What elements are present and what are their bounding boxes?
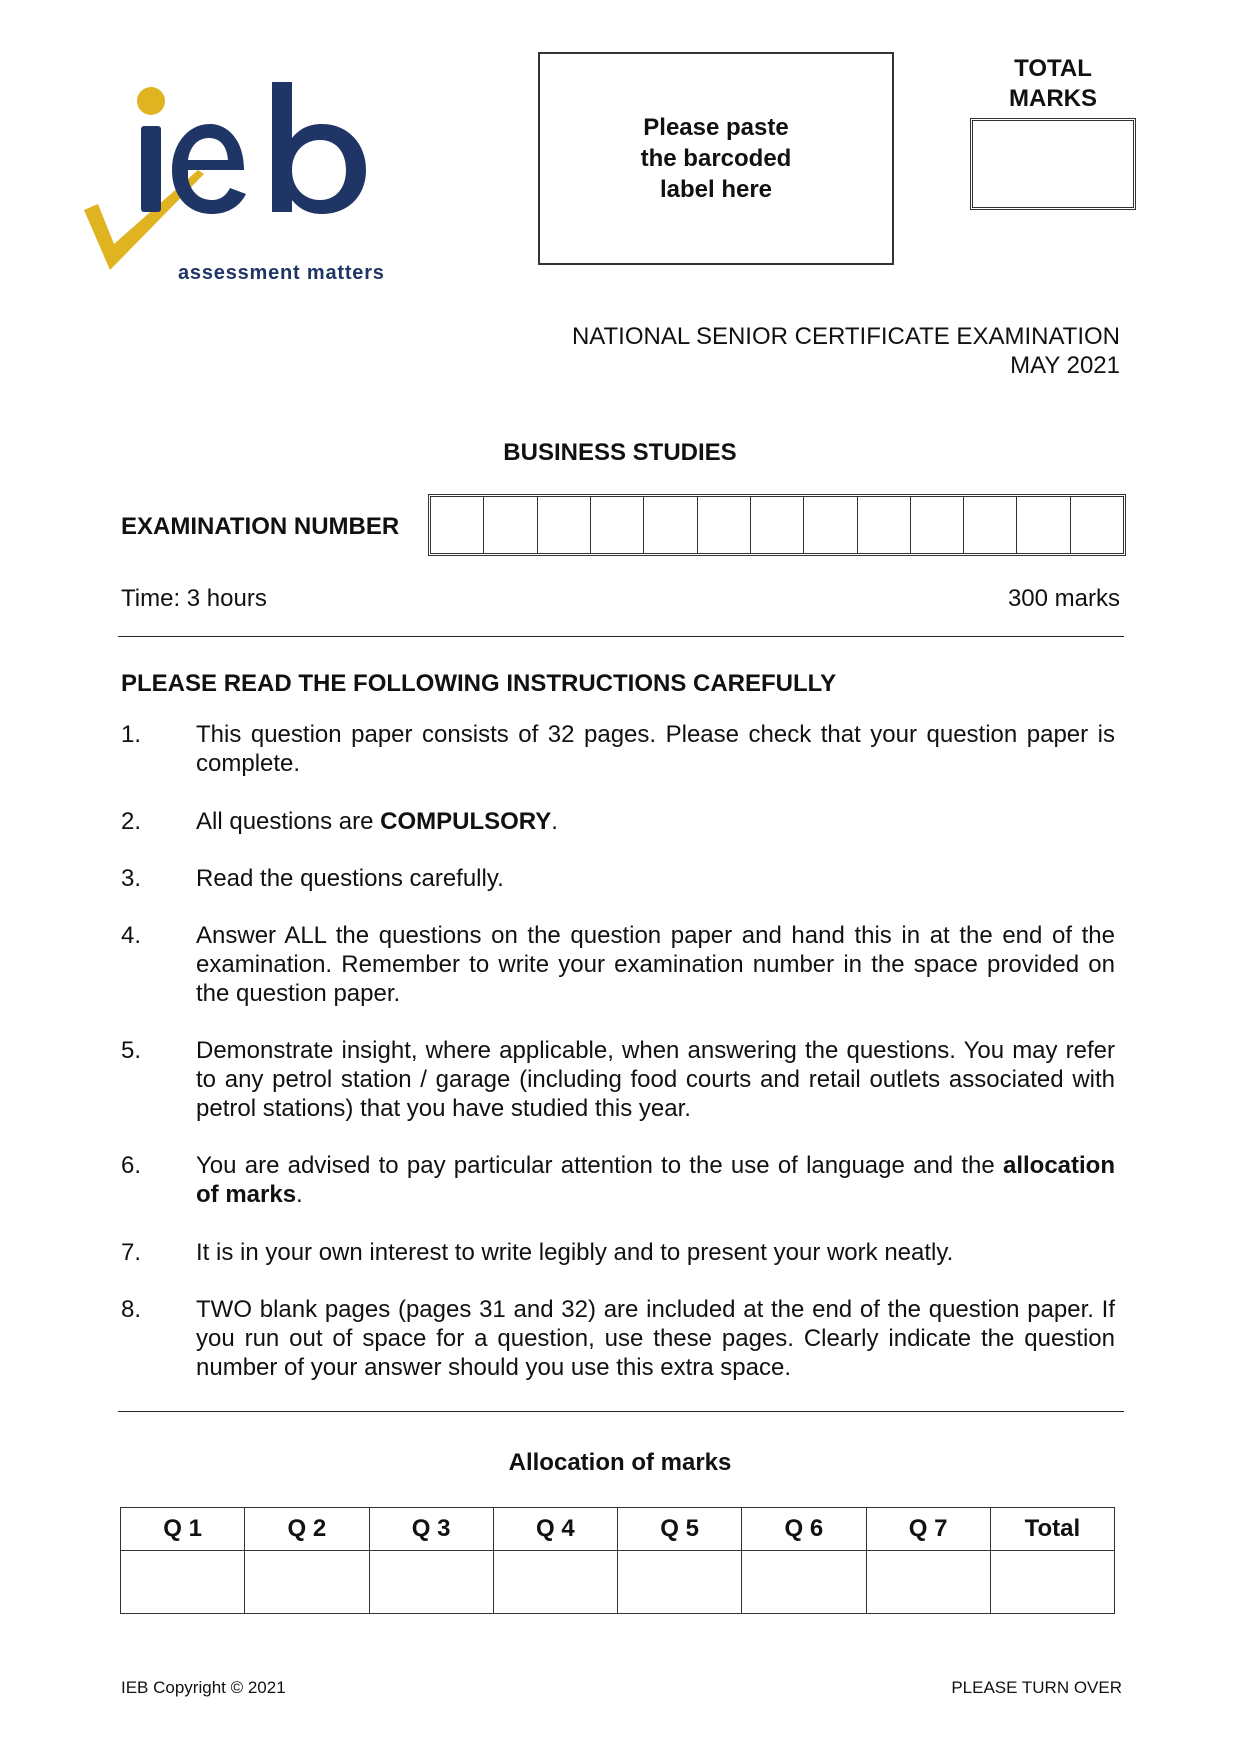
- allocation-header-cell: Q 3: [369, 1508, 493, 1551]
- examination-number-box[interactable]: [698, 497, 751, 553]
- instruction-number: 3.: [121, 865, 142, 892]
- allocation-mark-cell[interactable]: [245, 1551, 369, 1614]
- instruction-text: Read the questions carefully.: [196, 865, 504, 892]
- instruction-text-bold: COMPULSORY: [380, 808, 552, 835]
- allocation-marks-row: [121, 1551, 1115, 1614]
- total-marks-box[interactable]: [970, 118, 1136, 210]
- divider: [118, 1411, 1124, 1412]
- instruction-text-part: You are advised to pay particular attention to the use of language and the: [196, 1152, 1003, 1179]
- instruction-number: 4.: [121, 922, 142, 949]
- allocation-title: Allocation of marks: [508, 1449, 732, 1476]
- examination-number-box[interactable]: [484, 497, 537, 553]
- instruction-text: [196, 807, 1115, 836]
- instruction-text: This question paper consists of 32 pages. Please check that your question paper is complete.: [196, 721, 1115, 777]
- subject-title: BUSINESS STUDIES: [503, 439, 737, 466]
- examination-number-box[interactable]: [1017, 497, 1070, 553]
- examination-number-box[interactable]: [1071, 497, 1123, 553]
- allocation-mark-cell[interactable]: [121, 1551, 245, 1614]
- exam-date: MAY 2021: [1010, 352, 1120, 379]
- instruction-number: 7.: [121, 1239, 142, 1266]
- examination-number-box[interactable]: [964, 497, 1017, 553]
- logo-i-dot: [137, 87, 165, 115]
- examination-number-box[interactable]: [431, 497, 484, 553]
- instruction-text: It is in your own interest to write legibly and to present your work neatly.: [196, 1239, 954, 1266]
- examination-number-box[interactable]: [751, 497, 804, 553]
- exam-heading: [572, 322, 1120, 380]
- instruction-number: 8.: [121, 1296, 142, 1323]
- barcode-label-box: [538, 52, 894, 265]
- examination-number-label: EXAMINATION NUMBER: [121, 513, 400, 540]
- allocation-header-row: [121, 1508, 1115, 1551]
- examination-number-box[interactable]: [858, 497, 911, 553]
- total-marks-label: TOTAL MARKS: [1009, 55, 1097, 112]
- allocation-header-cell: Q 5: [618, 1508, 742, 1551]
- instruction-text: Answer ALL the questions on the question paper and hand this in at the end of the examination. Remember to write your examination number in the space provided on the question paper.: [196, 922, 1115, 1007]
- exam-title: NATIONAL SENIOR CERTIFICATE EXAMINATION: [571, 323, 1120, 350]
- allocation-mark-cell[interactable]: [866, 1551, 990, 1614]
- instruction-number: 5.: [121, 1037, 142, 1064]
- instruction-number: 6.: [121, 1152, 142, 1179]
- instruction-text: TWO blank pages (pages 31 and 32) are included at the end of the question paper. If you run out of space for a question, use these pages. Clearly indicate the question number of your answer should you use this extra space.: [196, 1296, 1115, 1381]
- ieb-logo: [84, 82, 424, 312]
- instruction-text-bold: allocation of marks: [196, 1152, 1115, 1208]
- examination-number-box[interactable]: [911, 497, 964, 553]
- allocation-mark-cell[interactable]: [369, 1551, 493, 1614]
- allocation-mark-cell[interactable]: [990, 1551, 1114, 1614]
- examination-number-box[interactable]: [538, 497, 591, 553]
- allocation-mark-cell[interactable]: [742, 1551, 866, 1614]
- exam-total-marks: 300 marks: [1007, 585, 1120, 612]
- exam-time: Time: 3 hours: [121, 585, 267, 612]
- logo-tagline: assessment matters: [178, 262, 385, 284]
- instruction-number: 1.: [121, 721, 142, 748]
- examination-number-box[interactable]: [644, 497, 697, 553]
- examination-number-box[interactable]: [591, 497, 644, 553]
- allocation-header-cell: Total: [990, 1508, 1114, 1551]
- allocation-mark-cell[interactable]: [618, 1551, 742, 1614]
- footer-copyright: IEB Copyright © 2021: [121, 1678, 286, 1697]
- barcode-instruction: Please paste the barcoded label here: [640, 114, 792, 203]
- instruction-text-part: .: [296, 1181, 303, 1208]
- instruction-number: 2.: [121, 808, 142, 835]
- examination-number-grid[interactable]: [428, 494, 1126, 556]
- instruction-text: [196, 1151, 1115, 1209]
- allocation-mark-cell[interactable]: [493, 1551, 617, 1614]
- logo-i-stem: [141, 126, 161, 212]
- divider: [118, 636, 1124, 637]
- allocation-table: [120, 1507, 1115, 1614]
- instruction-text-part: All questions are: [196, 808, 381, 835]
- instructions-title: PLEASE READ THE FOLLOWING INSTRUCTIONS CAREFULLY: [121, 670, 837, 697]
- allocation-header-cell: Q 7: [866, 1508, 990, 1551]
- allocation-header-cell: Q 4: [493, 1508, 617, 1551]
- examination-number-box[interactable]: [804, 497, 857, 553]
- allocation-header-cell: Q 1: [121, 1508, 245, 1551]
- footer-turn-over: PLEASE TURN OVER: [951, 1678, 1122, 1697]
- allocation-header-cell: Q 2: [245, 1508, 369, 1551]
- logo-e: [172, 124, 246, 214]
- instruction-text-part: .: [551, 808, 558, 835]
- logo-b: [272, 82, 366, 214]
- allocation-header-cell: Q 6: [742, 1508, 866, 1551]
- instruction-text: Demonstrate insight, where applicable, when answering the questions. You may refer to any petrol station / garage (including food courts and retail outlets associated with petrol stations) that you have studied this year.: [196, 1037, 1115, 1122]
